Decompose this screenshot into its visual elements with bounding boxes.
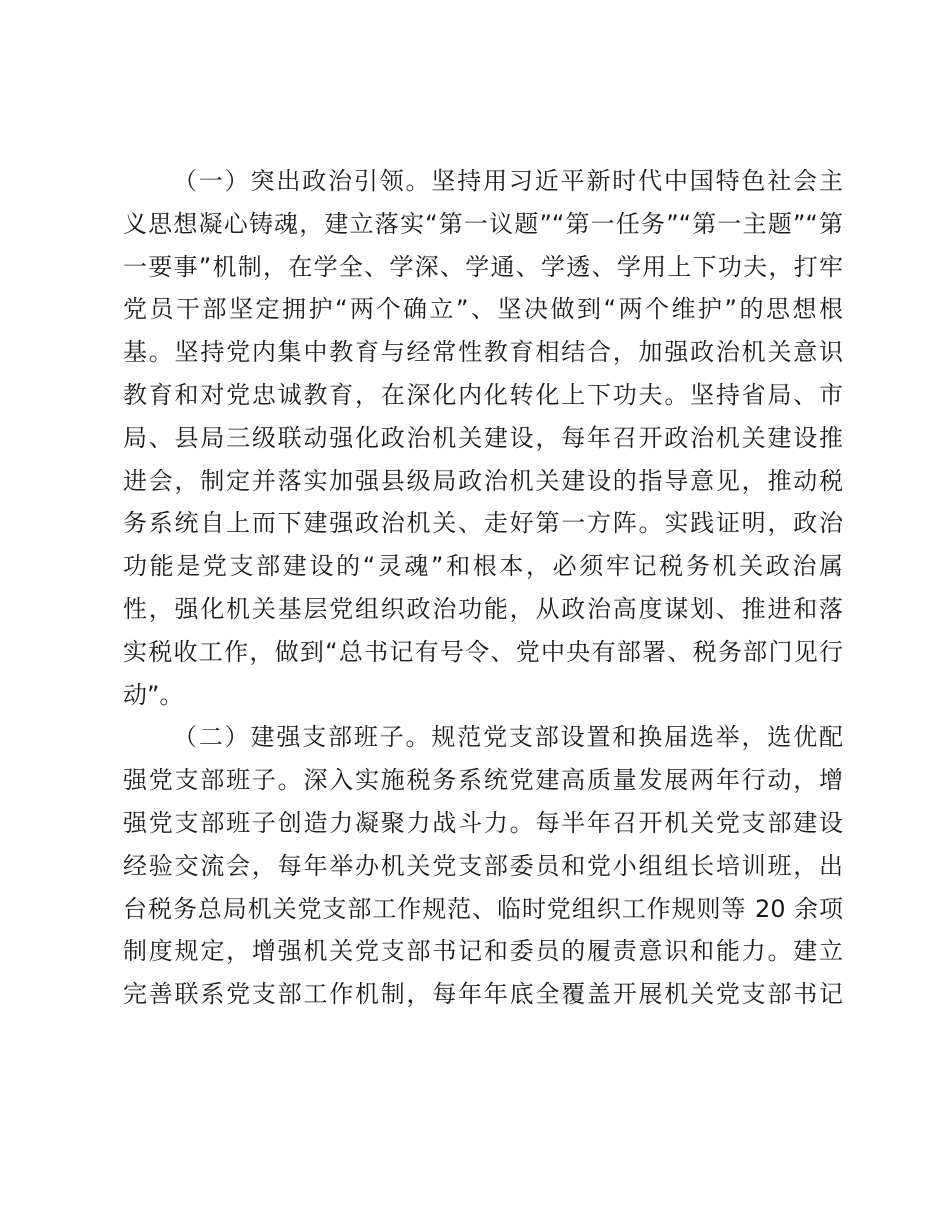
paragraph-1: [123, 160, 843, 716]
paragraph-line: 党员干部坚定拥护“两个确立”、坚决做到“两个维护”的思想根: [123, 295, 843, 324]
paragraph-line: 台税务总局机关党支部工作规范、临时党组织工作规则等 20 余项: [123, 894, 843, 923]
document-body: [123, 160, 843, 1016]
paragraph-line: 功能是党支部建设的“灵魂”和根本，必须牢记税务机关政治属: [123, 552, 843, 581]
paragraph-line: 强党支部班子创造力凝聚力战斗力。每半年召开机关党支部建设: [123, 808, 843, 837]
paragraph-line: 经验交流会，每年举办机关党支部委员和党小组组长培训班，出: [123, 851, 843, 880]
paragraph-line: 基。坚持党内集中教育与经常性教育相结合，加强政治机关意识: [123, 338, 843, 367]
paragraph-line: 教育和对党忠诚教育，在深化内化转化上下功夫。坚持省局、市: [123, 380, 843, 409]
paragraph-line: 务系统自上而下建强政治机关、走好第一方阵。实践证明，政治: [123, 509, 843, 538]
paragraph-line: （二）建强支部班子。规范党支部设置和换届选举，选优配: [173, 723, 843, 752]
paragraph-2: [123, 716, 843, 1016]
paragraph-line: 一要事”机制，在学全、学深、学通、学透、学用上下功夫，打牢: [123, 252, 843, 281]
paragraph-line: 制度规定，增强机关党支部书记和委员的履责意识和能力。建立: [123, 937, 843, 966]
paragraph-line: 动”。: [123, 680, 184, 709]
paragraph-line: 性，强化机关基层党组织政治功能，从政治高度谋划、推进和落: [123, 594, 843, 623]
paragraph-line: （一）突出政治引领。坚持用习近平新时代中国特色社会主: [173, 167, 843, 195]
paragraph-line: 局、县局三级联动强化政治机关建设，每年召开政治机关建设推: [123, 423, 843, 452]
paragraph-line: 强党支部班子。深入实施税务系统党建高质量发展两年行动，增: [123, 766, 843, 795]
paragraph-line: 义思想凝心铸魂，建立落实“第一议题”“第一任务”“第一主题”“第: [123, 209, 843, 238]
paragraph-line: 实税收工作，做到“总书记有号令、党中央有部署、税务部门见行: [123, 637, 843, 666]
paragraph-line: 进会，制定并落实加强县级局政治机关建设的指导意见，推动税: [123, 466, 843, 495]
paragraph-line: 完善联系党支部工作机制，每年年底全覆盖开展机关党支部书记: [123, 980, 843, 1009]
